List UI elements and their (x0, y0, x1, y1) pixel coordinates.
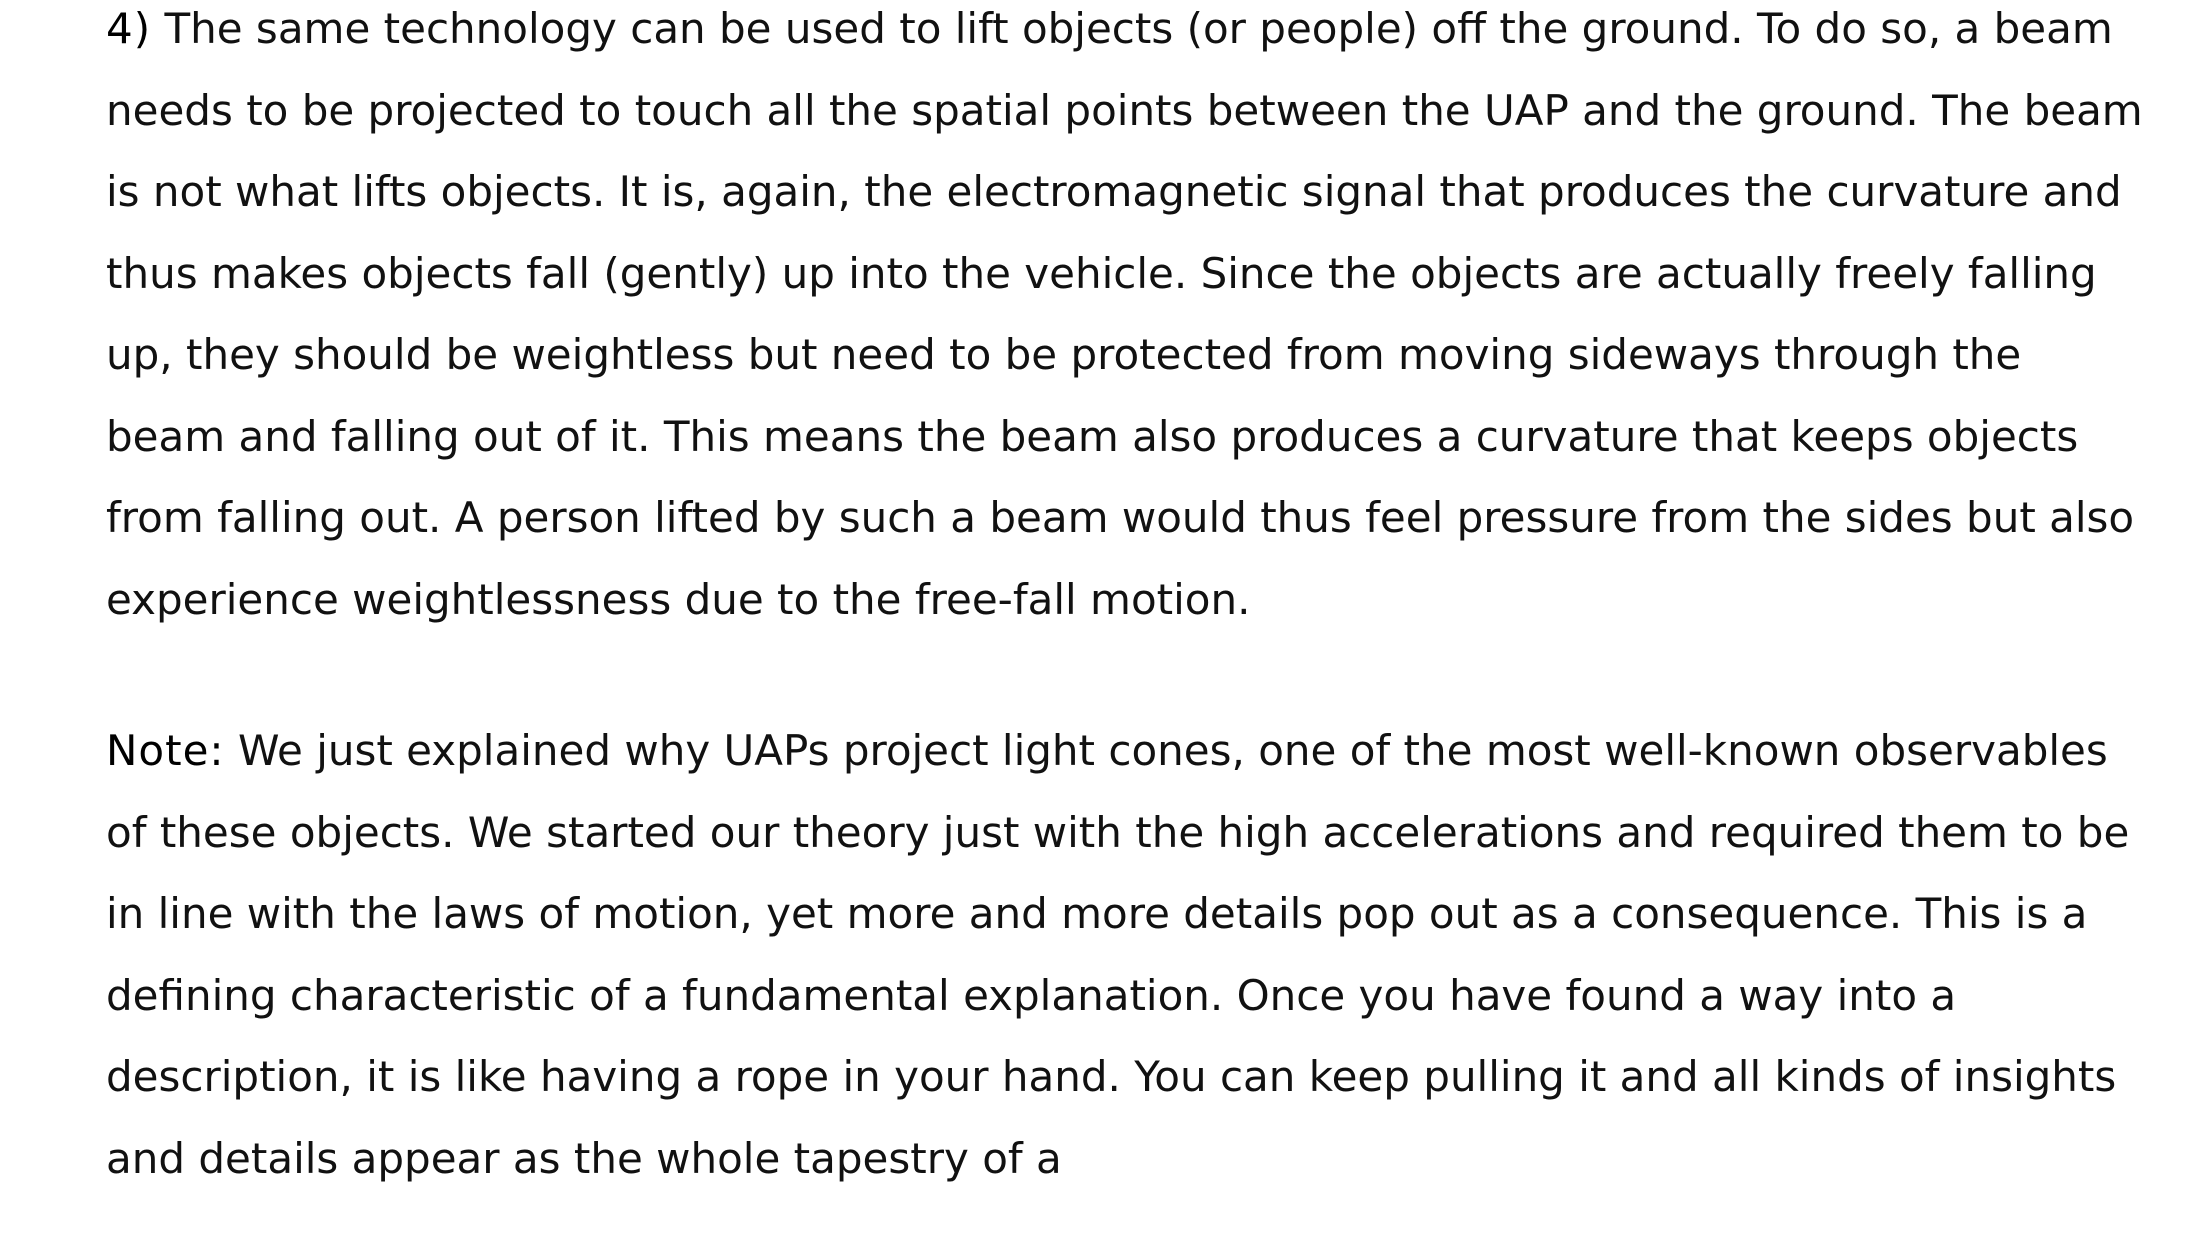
note-label: Note: (106, 726, 225, 775)
paragraph-note (106, 710, 2146, 1199)
paragraph-4 (106, 0, 2146, 640)
paragraph-number: 4) (106, 4, 152, 53)
paragraph-text: We just explained why UAPs project light cones, one of the most well-known observables of these objects. We started our theory just with the high accelerations and required them to be in line with the laws of motion, yet more and more details pop out as a consequence. This is a defining characteristic of a fundamental explanation. Once you have found a way into a description, it is like having a rope in your hand. You can keep pulling it and all kinds of insights and details appear as the whole tapestry of a (106, 726, 2130, 1183)
paragraph-text: The same technology can be used to lift objects (or people) off the ground. To do so, a beam needs to be projected to touch all the spatial points between the UAP and the ground. The beam is not what lifts objects. It is, again, the electromagnetic signal that produces the curvature and thus makes objects fall (gently) up into the vehicle. Since the objects are actually freely falling up, they should be weightless but need to be protected from moving sideways through the beam and falling out of it. This means the beam also produces a curvature that keeps objects from falling out. A person lifted by such a beam would thus feel pressure from the sides but also experience weightlessness due to the free-fall motion. (106, 4, 2143, 624)
document-page (106, 0, 2146, 1242)
